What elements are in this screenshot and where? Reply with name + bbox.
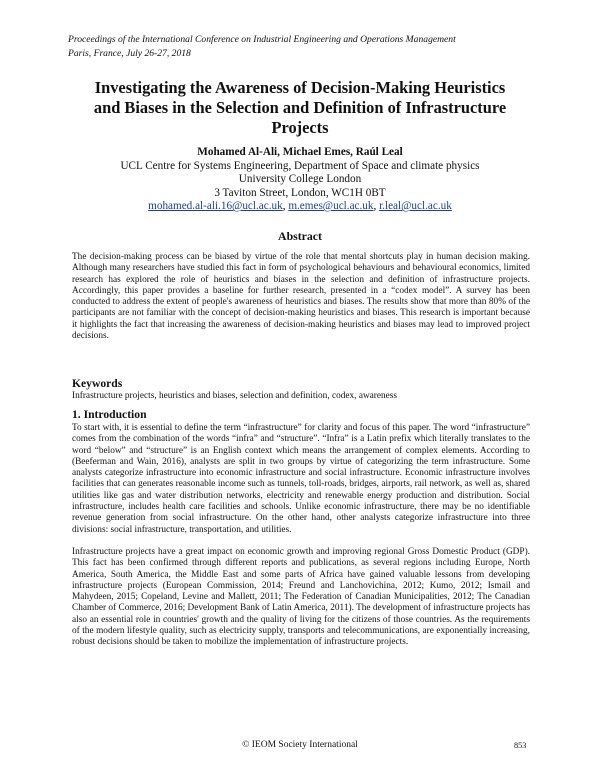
email-link-al-ali[interactable]: mohamed.al-ali.16@ucl.ac.uk [148,200,283,212]
affiliation-department: UCL Centre for Systems Engineering, Department of Space and climate physics [120,160,480,172]
keywords-heading: Keywords [72,377,123,390]
title-line-3: Projects [271,118,329,137]
affiliation-address: 3 Taviton Street, London, WC1H 0BT [214,187,386,199]
introduction-heading: 1. Introduction [72,408,147,421]
copyright-footer: © IEOM Society International [242,740,358,750]
introduction-paragraph-2: Infrastructure projects have a great impact on economic growth and improving regional Gross Domestic Product (GDP). This fact has been confirmed through different reports and publications, as several regions including Europe, North America, South America, the Middle East and some parts of Africa have gained valuable lessons from developing infrastructure projects (European Commission, 2014; Freund and Lanchovichina, 2012; Kumo, 2012; Ismail and Mahydeen, 2015; Copeland, Levine and Mallett, 2011; The Federation of Canadian Municipalities, 2012; The Canadian Chamber of Commerce, 2016; Development Bank of Latin America, 2011). The development of infrastructure projects has also an essential role in countries' growth and the quality of living for the citizens of those countries. As the requirements of the modern lifestyle quality, such as electricity supply, transports and telecommunications, are exponentially increasing, robust decisions should be taken to mobilize the implementation of infrastructure projects. [72,547,530,648]
conference-name: Proceedings of the International Conference on Industrial Engineering and Operations Management [68,34,456,45]
title-line-2: and Biases in the Selection and Definition of Infrastructure [93,98,507,117]
introduction-paragraph-1: To start with, it is essential to define the term “infrastructure” for clarity and focus of this paper. The word “infrastructure” comes from the combination of the words “infra” and “structure”. “Infra” is a Latin prefix which literally translates to the word “below” and “structure” is an English context which means the arrangement of complex elements. According to (Beeferman and Wain, 2016), analysts are split in two groups by virtue of categorizing the term infrastructure. Some analysts categorize infrastructure into economic infrastructure and social infrastructure. Economic infrastructure involves facilities that can generates reasonable income such as tunnels, toll-roads, bridges, airports, rail network, as well as, shared utilities like gas and water distribution networks, electricity and renewable energy production and distribution. Social infrastructure, includes health care facilities and schools. Unlike economic infrastructure, there may be no identifiable revenue generation from social infrastructure. On the other hand, other analysts categorize infrastructure into three divisions: social infrastructure, transportation, and utilities. [72,423,530,535]
page-number: 853 [514,741,527,750]
affiliation-university: University College London [238,173,362,185]
conference-header [68,33,456,61]
paper-title [60,78,540,138]
author-list: Mohamed Al-Ali, Michael Emes, Raúl Leal [197,146,403,158]
title-line-1: Investigating the Awareness of Decision-Making Heuristics [94,78,506,97]
conference-location-date: Paris, France, July 26-27, 2018 [68,48,191,59]
abstract-heading: Abstract [278,229,322,243]
email-separator: , [282,200,289,212]
author-emails [60,199,540,213]
email-link-emes[interactable]: m.emes@ucl.ac.uk [288,200,374,212]
email-separator: , [373,200,380,212]
email-link-leal[interactable]: r.leal@ucl.ac.uk [379,200,452,212]
abstract-text: The decision-making process can be biased by virtue of the role that mental shortcuts play in human decision making. Although many researchers have studied this fact in form of psychological behaviours and behavioural economics, limited research has explored the role of heuristics and biases in the selection and definition of infrastructure projects. Accordingly, this paper provides a baseline for further research, presented in a “codex model”. A survey has been conducted to address the extent of people's awareness of heuristics and biases. The results show that more than 80% of the participants are not familiar with the concept of decision-making heuristics and biases. This research is important because it highlights the fact that increasing the awareness of decision-making heuristics and biases may lead to improved project decisions. [72,252,530,342]
keywords-text: Infrastructure projects, heuristics and biases, selection and definition, codex, awareness [72,391,398,401]
